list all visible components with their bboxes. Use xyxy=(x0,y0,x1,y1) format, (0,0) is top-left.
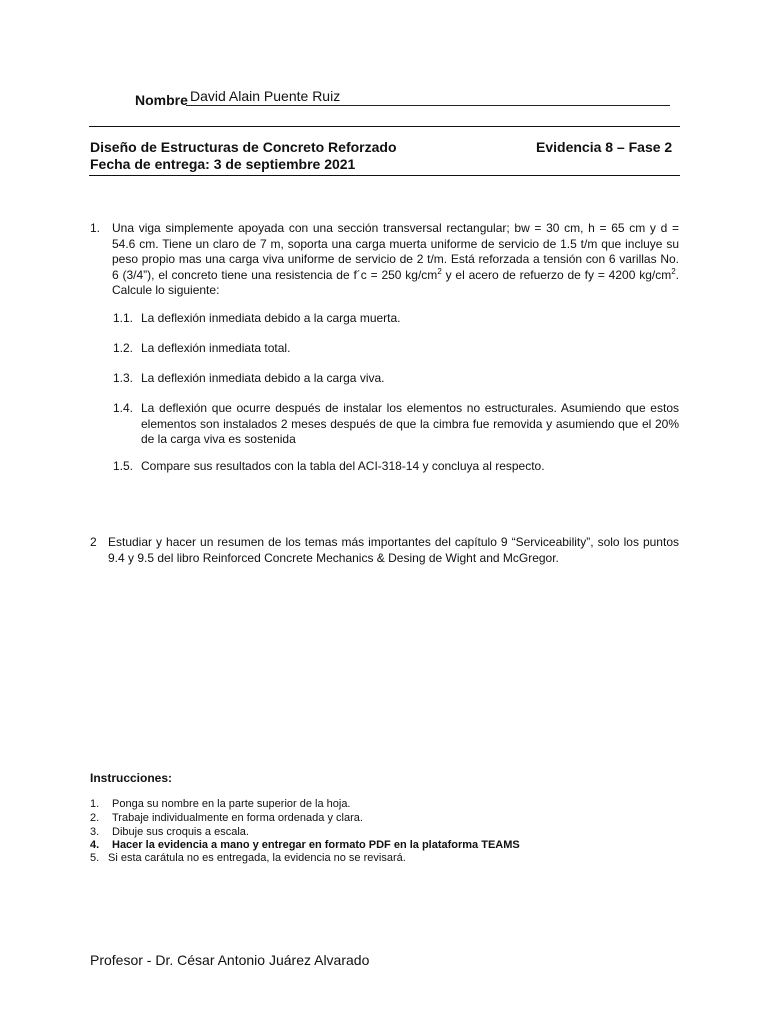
instructions-title: Instrucciones: xyxy=(90,771,173,785)
instruction-number: 1. xyxy=(90,798,100,810)
problem-1-text xyxy=(112,221,679,299)
instruction-text: Hacer la evidencia a mano y entregar en formato PDF en la plataforma TEAMS xyxy=(112,839,520,851)
subitem-text: La deflexión que ocurre después de instalar los elementos no estructurales. Asumiendo que estos elementos son instalados 2 meses después de que la cimbra fue removida y asumiendo que el 20% de la carga viva es sostenida xyxy=(141,401,679,446)
superscript-2: 2 xyxy=(437,266,442,276)
problem-1-text-a: Una viga simplemente apoyada con una sección transversal rectangular; bw = 30 cm, h = 65 cm y d = 54.6 cm. Tiene un claro de 7 m, soporta una carga muerta uniforme de servicio de 1.5 t/m que incluye su peso propio mas una carga viva uniforme de servicio de 2 t/m. Está reforzada a tensión con 6 varillas No. 6 (3/4”), el concreto tiene una resistencia de f´c = 250 kg/cm xyxy=(112,221,679,282)
instruction-number: 2. xyxy=(90,812,100,824)
instruction-text: Ponga su nombre en la parte superior de la hoja. xyxy=(112,798,351,810)
instruction-number: 3. xyxy=(90,826,100,838)
instruction-text: Trabaje individualmente en forma ordenada y clara. xyxy=(112,812,363,824)
problem-2-text: Estudiar y hacer un resumen de los temas más importantes del capítulo 9 “Serviceability”, solo los puntos 9.4 y 9.5 del libro Reinforced Concrete Mechanics & Desing de Wight and McGregor. xyxy=(108,535,679,565)
instruction-number: 4. xyxy=(90,839,100,851)
subitem-number: 1.3. xyxy=(113,371,134,385)
subitem-number: 1.5. xyxy=(113,459,134,473)
subitem-text: La deflexión inmediata total. xyxy=(141,341,291,355)
subitem-number: 1.1. xyxy=(113,311,134,325)
instruction-text: Dibuje sus croquis a escala. xyxy=(112,826,249,838)
subitem-text: La deflexión inmediata debido a la carga muerta. xyxy=(141,311,401,325)
instruction-number: 5. xyxy=(90,852,100,864)
evidence-label: Evidencia 8 – Fase 2 xyxy=(536,139,673,155)
superscript-2: 2 xyxy=(671,266,676,276)
problem-1-number: 1. xyxy=(90,221,101,235)
subitem-number: 1.2. xyxy=(113,341,134,355)
instruction-text: Si esta carátula no es entregada, la evidencia no se revisará. xyxy=(108,852,406,864)
subitem-text: La deflexión inmediata debido a la carga viva. xyxy=(141,371,385,385)
student-name: David Alain Puente Ruiz xyxy=(190,88,341,104)
due-date: Fecha de entrega: 3 de septiembre 2021 xyxy=(90,156,356,172)
problem-2-number: 2 xyxy=(90,535,97,549)
problem-1-text-b: y el acero de refuerzo de fy = 4200 kg/cm xyxy=(441,267,672,282)
problem-1-text-c: . Calcule lo siguiente: xyxy=(112,267,679,297)
header-top-rule xyxy=(89,126,680,127)
professor-name: Profesor - Dr. César Antonio Juárez Alvarado xyxy=(90,952,370,968)
subitem-text: Compare sus resultados con la tabla del ACI-318-14 y concluya al respecto. xyxy=(141,459,545,473)
subitem-number: 1.4. xyxy=(113,401,134,415)
course-title: Diseño de Estructuras de Concreto Reforzado xyxy=(90,139,397,155)
header-bottom-rule xyxy=(89,175,680,176)
name-label: Nombre xyxy=(135,92,188,108)
